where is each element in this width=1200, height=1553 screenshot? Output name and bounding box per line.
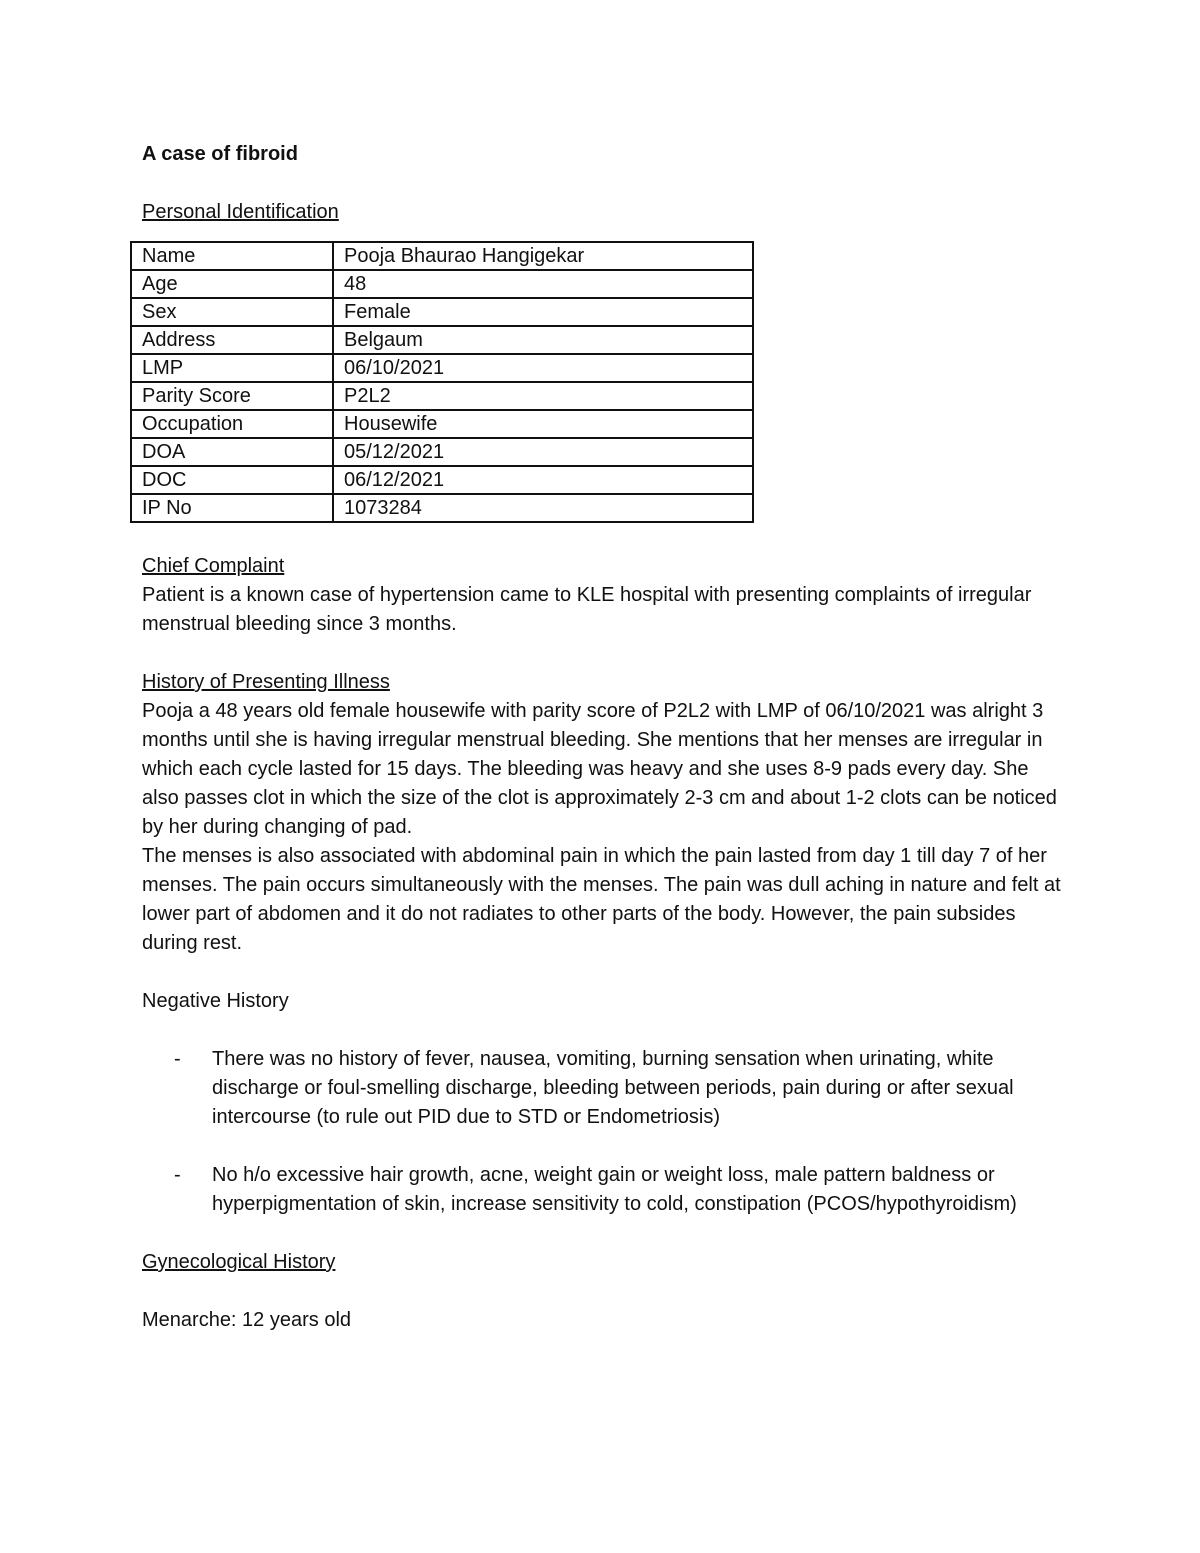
table-value: Housewife — [333, 410, 753, 438]
table-row — [131, 466, 753, 494]
document-title: A case of fibroid — [142, 143, 298, 165]
table-value: 05/12/2021 — [333, 438, 753, 466]
personal-identification-heading: Personal Identification — [142, 201, 339, 223]
table-key: DOC — [131, 466, 333, 494]
document-content — [142, 140, 1062, 1335]
table-row — [131, 410, 753, 438]
table-key: Address — [131, 326, 333, 354]
chief-complaint-text: Patient is a known case of hypertension came to KLE hospital with presenting complaints of irregular menstrual bleeding since 3 months. — [142, 584, 1032, 635]
table-row — [131, 438, 753, 466]
table-value: P2L2 — [333, 382, 753, 410]
table-key: Sex — [131, 298, 333, 326]
gynecological-history-heading: Gynecological History — [142, 1251, 336, 1273]
history-paragraph: Pooja a 48 years old female housewife with parity score of P2L2 with LMP of 06/10/2021 was alright 3 months until she is having irregular menstrual bleeding. She mentions that her menses are irregular in which each cycle lasted for 15 days. The bleeding was heavy and she uses 8-9 pads every day. She also passes clot in which the size of the clot is approximately 2-3 cm and about 1-2 clots can be noticed by her during changing of pad. — [142, 700, 1057, 838]
table-value: 1073284 — [333, 494, 753, 522]
table-value: Pooja Bhaurao Hangigekar — [333, 242, 753, 270]
negative-history-list — [142, 1045, 1062, 1219]
table-value: Belgaum — [333, 326, 753, 354]
list-item — [142, 1045, 1062, 1132]
list-item-text: There was no history of fever, nausea, vomiting, burning sensation when urinating, white discharge or foul-smelling discharge, bleeding between periods, pain during or after sexual intercourse (to rule out PID due to STD or Endometriosis) — [212, 1048, 1014, 1128]
bullet-dash: - — [174, 1164, 181, 1186]
table-row — [131, 326, 753, 354]
table-value: 48 — [333, 270, 753, 298]
list-item-text: No h/o excessive hair growth, acne, weight gain or weight loss, male pattern baldness or hyperpigmentation of skin, increase sensitivity to cold, constipation (PCOS/hypothyroidism) — [212, 1164, 1017, 1215]
table-key: Name — [131, 242, 333, 270]
list-item — [142, 1161, 1062, 1219]
table-value: 06/10/2021 — [333, 354, 753, 382]
table-row — [131, 242, 753, 270]
table-key: Occupation — [131, 410, 333, 438]
table-key: LMP — [131, 354, 333, 382]
table-row — [131, 494, 753, 522]
menarche-text: Menarche: 12 years old — [142, 1309, 352, 1331]
table-row — [131, 382, 753, 410]
bullet-dash: - — [174, 1048, 181, 1070]
personal-identification-table — [130, 241, 754, 523]
table-value: 06/12/2021 — [333, 466, 753, 494]
negative-history-heading: Negative History — [142, 990, 289, 1012]
table-key: IP No — [131, 494, 333, 522]
table-row — [131, 270, 753, 298]
table-key: Parity Score — [131, 382, 333, 410]
chief-complaint-heading: Chief Complaint — [142, 555, 285, 577]
table-value: Female — [333, 298, 753, 326]
table-row — [131, 298, 753, 326]
table-key: DOA — [131, 438, 333, 466]
table-row — [131, 354, 753, 382]
history-presenting-illness-heading: History of Presenting Illness — [142, 671, 390, 693]
history-paragraph: The menses is also associated with abdominal pain in which the pain lasted from day 1 till day 7 of her menses. The pain occurs simultaneously with the menses. The pain was dull aching in nature and felt at lower part of abdomen and it do not radiates to other parts of the body. However, the pain subsides during rest. — [142, 845, 1061, 954]
table-key: Age — [131, 270, 333, 298]
